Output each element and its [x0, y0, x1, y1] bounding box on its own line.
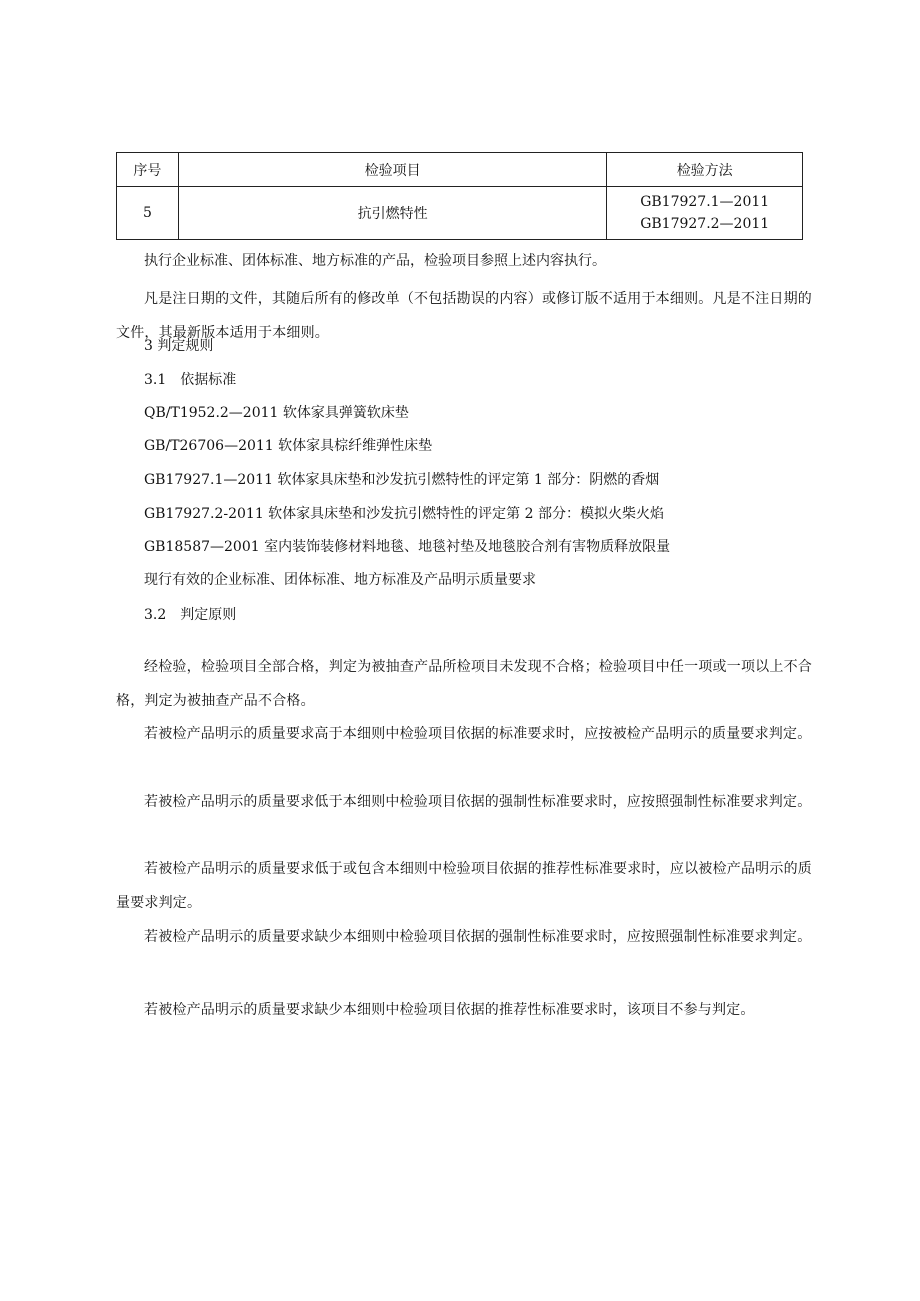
cell-inspection-item: 抗引燃特性 [178, 187, 607, 240]
standard-reference: GB17927.2-2011 软体家具床垫和沙发抗引燃特性的评定第 2 部分：模拟火柴火焰 [144, 506, 664, 522]
method-standard: GB17927.2—2011 [640, 216, 770, 232]
principle-paragraph: 若被检产品明示的质量要求高于本细则中检验项目依据的标准要求时，应按被检产品明示的质量要求判定。 [144, 726, 812, 742]
principle-paragraph: 若被检产品明示的质量要求低于本细则中检验项目依据的强制性标准要求时，应按照强制性标准要求判定。 [144, 794, 812, 810]
dated-documents-note: 凡是注日期的文件，其随后所有的修改单（不包括勘误的内容）或修订版不适用于本细则。凡是不注日期的文件，其最新版本适用于本细则。 [116, 291, 812, 341]
table-row [117, 187, 803, 240]
principle-paragraph: 若被检产品明示的质量要求低于或包含本细则中检验项目依据的推荐性标准要求时，应以被检产品明示的质量要求判定。 [116, 861, 812, 911]
principle-paragraph: 经检验，检验项目全部合格，判定为被抽查产品所检项目未发现不合格；检验项目中任一项或一项以上不合格，判定为被抽查产品不合格。 [116, 659, 812, 709]
section-3-1-heading: 3.1 依据标准 [144, 372, 237, 388]
cell-serial-number: 5 [117, 187, 179, 240]
header-serial-number: 序号 [117, 153, 179, 187]
standard-reference: 现行有效的企业标准、团体标准、地方标准及产品明示质量要求 [144, 572, 536, 588]
method-standard: GB17927.1—2011 [640, 194, 770, 210]
section-3-heading: 3 判定规则 [144, 338, 214, 354]
inspection-items-table [116, 152, 803, 240]
principle-paragraph: 若被检产品明示的质量要求缺少本细则中检验项目依据的强制性标准要求时，应按照强制性标准要求判定。 [144, 929, 812, 945]
principle-paragraph: 若被检产品明示的质量要求缺少本细则中检验项目依据的推荐性标准要求时，该项目不参与判定。 [144, 1002, 755, 1018]
header-inspection-method: 检验方法 [607, 153, 803, 187]
section-3-2-heading: 3.2 判定原则 [144, 607, 237, 623]
table-header-row [117, 153, 803, 187]
enterprise-standards-note: 执行企业标准、团体标准、地方标准的产品，检验项目参照上述内容执行。 [144, 253, 606, 269]
cell-inspection-method [607, 187, 803, 240]
standard-reference: GB18587—2001 室内装饰装修材料地毯、地毯衬垫及地毯胶合剂有害物质释放限量 [144, 539, 671, 555]
standard-reference: GB/T26706—2011 软体家具棕纤维弹性床垫 [144, 438, 433, 454]
standard-reference: QB/T1952.2—2011 软体家具弹簧软床垫 [144, 405, 409, 421]
header-inspection-item: 检验项目 [178, 153, 607, 187]
standard-reference: GB17927.1—2011 软体家具床垫和沙发抗引燃特性的评定第 1 部分：阴燃的香烟 [144, 472, 660, 488]
